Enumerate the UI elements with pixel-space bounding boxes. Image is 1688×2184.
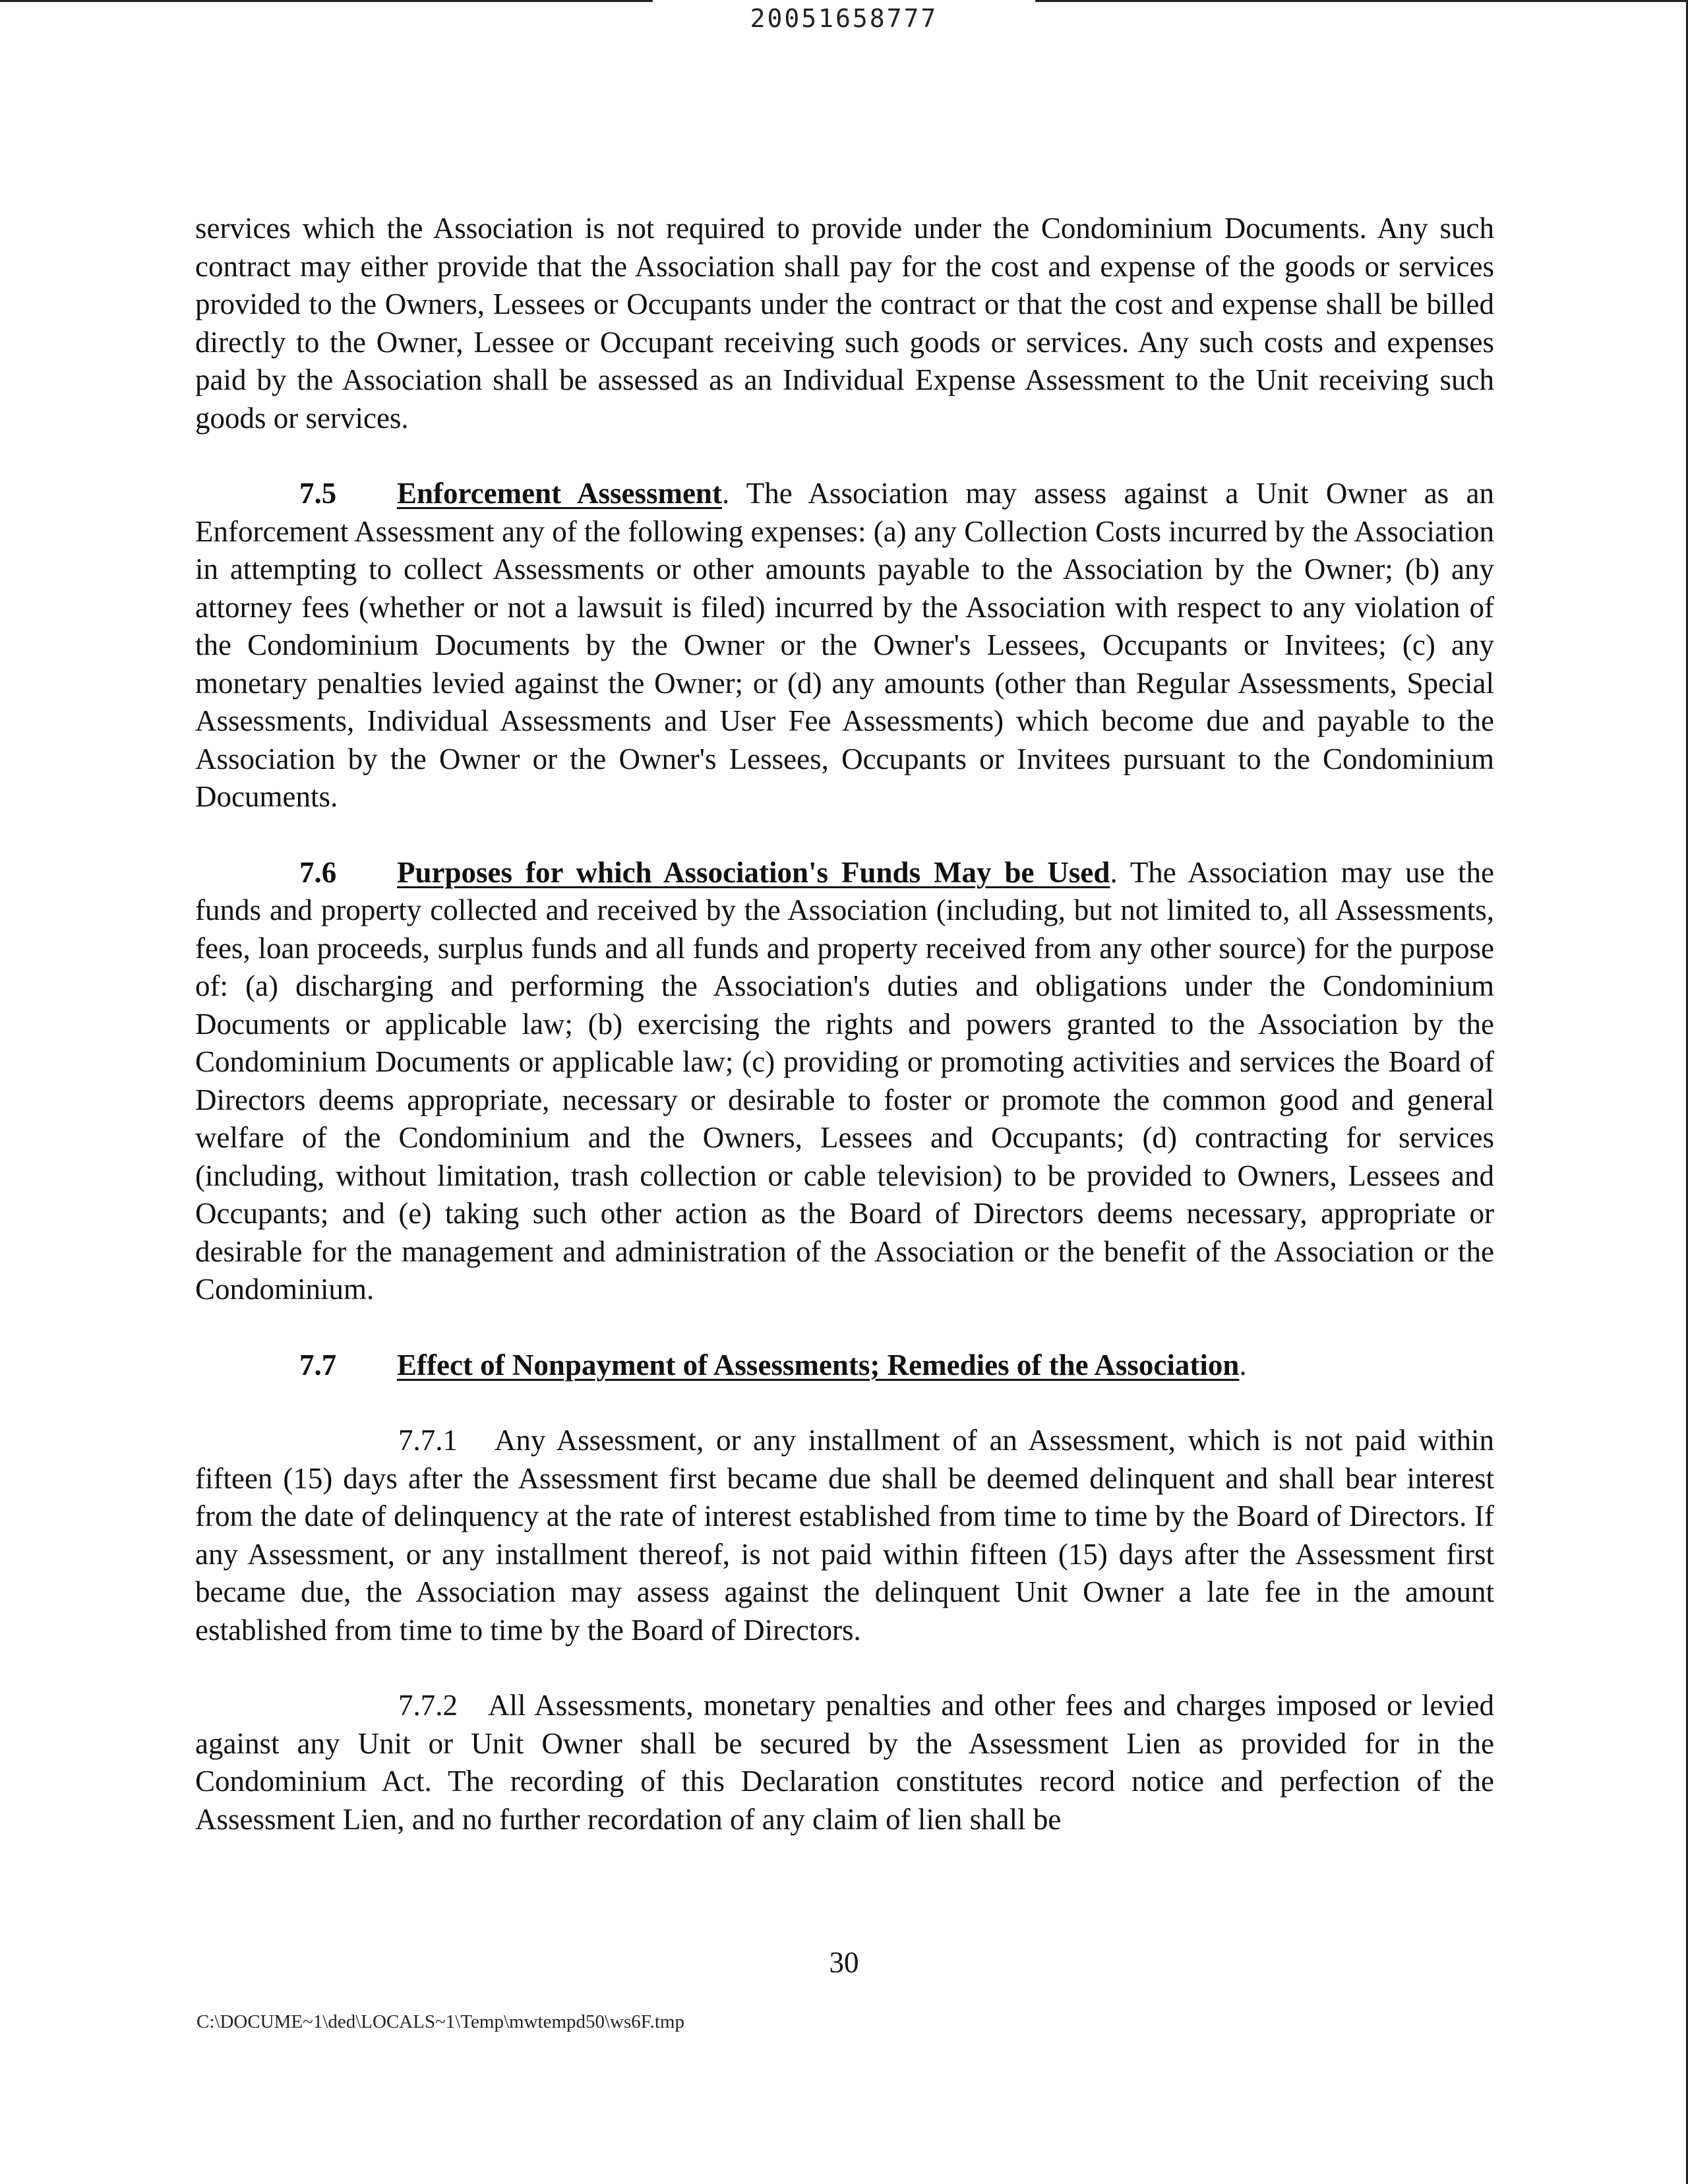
section-title: Enforcement Assessment — [397, 477, 722, 510]
page-number: 30 — [829, 1946, 859, 1979]
subsection-body: Any Assessment, or any installment of an Assessment, which is not paid within fifteen (15) days after the Assessment first became due shall be deemed delinquent and shall bear interest from the date of delinquency at the rate of interest established from time to time by the Board of Directors. If any Assessment, or any installment thereof, is not paid within fifteen (15) days after the Assessment first became due, the Association may assess against the delinquent Unit Owner a late fee in the amount established from time to time by the Board of Directors. — [195, 1424, 1494, 1647]
section-number: 7.6 — [299, 855, 337, 889]
section-number: 7.5 — [299, 477, 337, 510]
section-title-period: . — [1239, 1348, 1247, 1381]
subsection-number: 7.7.2 — [398, 1689, 458, 1722]
section-7-5 — [195, 475, 1494, 816]
section-body: . The Association may use the funds and property collected and received by the Association (including, but not limited to, all Assessments, fees, loan proceeds, surplus funds and all funds and property received from any other source) for the purpose of: (a) discharging and performing the Association's duties and obligations under the Condominium Documents or applicable law; (b) exercising the rights and powers granted to the Association by the Condominium Documents or applicable law; (c) providing or promoting activities and services the Board of Directors deems appropriate, necessary or desirable to foster or promote the common good and general welfare of the Condominium and the Owners, Lessees and Occupants; (d) contracting for services (including, without limitation, trash collection or cable television) to be provided to Owners, Lessees and Occupants; and (e) taking such other action as the Board of Directors deems necessary, appropriate or desirable for the management and administration of the Association or the benefit of the Association or the Condominium. — [195, 855, 1495, 1306]
section-title: Effect of Nonpayment of Assessments; Remedies of the Association — [397, 1348, 1240, 1381]
document-body — [195, 210, 1494, 1838]
file-path: C:\DOCUME~1\ded\LOCALS~1\Temp\mwtempd50\ws6F.tmp — [196, 2011, 684, 2032]
section-title: Purposes for which Association's Funds May be Used — [397, 855, 1110, 889]
section-number: 7.7 — [299, 1348, 337, 1381]
section-7-7-1 — [195, 1422, 1494, 1649]
section-7-7-heading — [195, 1347, 1494, 1385]
subsection-body: All Assessments, monetary penalties and other fees and charges imposed or levied against any Unit or Unit Owner shall be secured by the Assessment Lien as provided for in the Condominium Act. The recording of this Declaration constitutes record notice and perfection of the Assessment Lien, and no further recordation of any claim of lien shall be — [195, 1689, 1495, 1836]
paragraph-continued: services which the Association is not required to provide under the Condominium Documents. Any such contract may either provide that the Association shall pay for the cost and expense of the goods or services provided to the Owners, Lessees or Occupants under the contract or that the cost and expense shall be billed directly to the Owner, Lessee or Occupant receiving such goods or services. Any such costs and expenses paid by the Association shall be assessed as an Individual Expense Assessment to the Unit receiving such goods or services. — [195, 212, 1494, 435]
subsection-number: 7.7.1 — [398, 1424, 458, 1457]
section-body: . The Association may assess against a Unit Owner as an Enforcement Assessment any of the following expenses: (a) any Collection Costs incurred by the Association in attempting to collect Assessments or other amounts payable to the Association by the Owner; (b) any attorney fees (whether or not a lawsuit is filed) incurred by the Association with respect to any violation of the Condominium Documents by the Owner or the Owner's Lessees, Occupants or Invitees; (c) any monetary penalties levied against the Owner; or (d) any amounts (other than Regular Assessments, Special Assessments, Individual Assessments and User Fee Assessments) which become due and payable to the Association by the Owner or the Owner's Lessees, Occupants or Invitees pursuant to the Condominium Documents. — [195, 477, 1494, 813]
section-7-6 — [195, 854, 1494, 1309]
section-7-7-2 — [195, 1687, 1494, 1838]
document-number: 20051658777 — [750, 4, 938, 33]
